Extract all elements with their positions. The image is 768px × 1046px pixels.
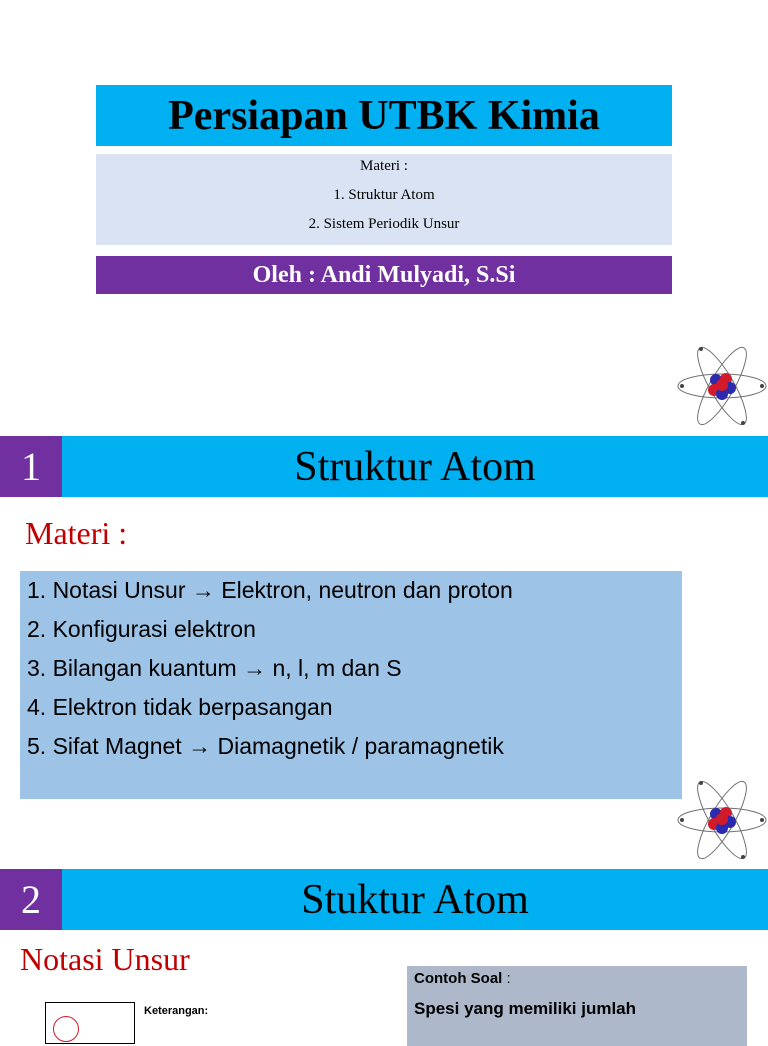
slide1-author: Oleh : Andi Mulyadi, S.Si <box>96 256 672 294</box>
circle-marker-icon <box>53 1016 79 1042</box>
list-item: 4. Elektron tidak berpasangan <box>27 694 333 720</box>
slide2-heading: Materi : <box>25 515 128 551</box>
contoh-soal-text: Spesi yang memiliki jumlah <box>414 999 637 1018</box>
slide1-materi-box <box>96 154 672 245</box>
slide1-materi-item-1: 1. Struktur Atom <box>333 187 435 203</box>
slide2-title: Struktur Atom <box>62 436 768 497</box>
atom-icon <box>676 776 768 864</box>
slide2-number: 1 <box>0 436 62 497</box>
slide2-materi-list <box>20 571 682 799</box>
notation-diagram-box <box>45 1002 135 1044</box>
atom-icon <box>676 342 768 430</box>
contoh-soal-heading <box>414 970 511 987</box>
slide1-materi-item-2: 2. Sistem Periodik Unsur <box>308 216 460 232</box>
contoh-soal-colon: : <box>502 970 511 987</box>
slide3-heading: Notasi Unsur <box>20 941 190 977</box>
list-item: 1. Notasi Unsur → Elektron, neutron dan proton <box>27 577 513 603</box>
keterangan-label: Keterangan: <box>144 1005 209 1017</box>
slide3-number: 2 <box>0 869 62 930</box>
slide3-title: Stuktur Atom <box>62 869 768 930</box>
list-item: 5. Sifat Magnet → Diamagnetik / paramagnetik <box>27 733 504 759</box>
list-item: 3. Bilangan kuantum → n, l, m dan S <box>27 655 402 681</box>
contoh-soal-label: Contoh Soal <box>414 970 503 987</box>
slide1-title: Persiapan UTBK Kimia <box>96 85 672 146</box>
list-item: 2. Konfigurasi elektron <box>27 616 256 642</box>
slide1-materi-label: Materi : <box>360 158 408 174</box>
contoh-soal-box <box>407 966 747 1046</box>
